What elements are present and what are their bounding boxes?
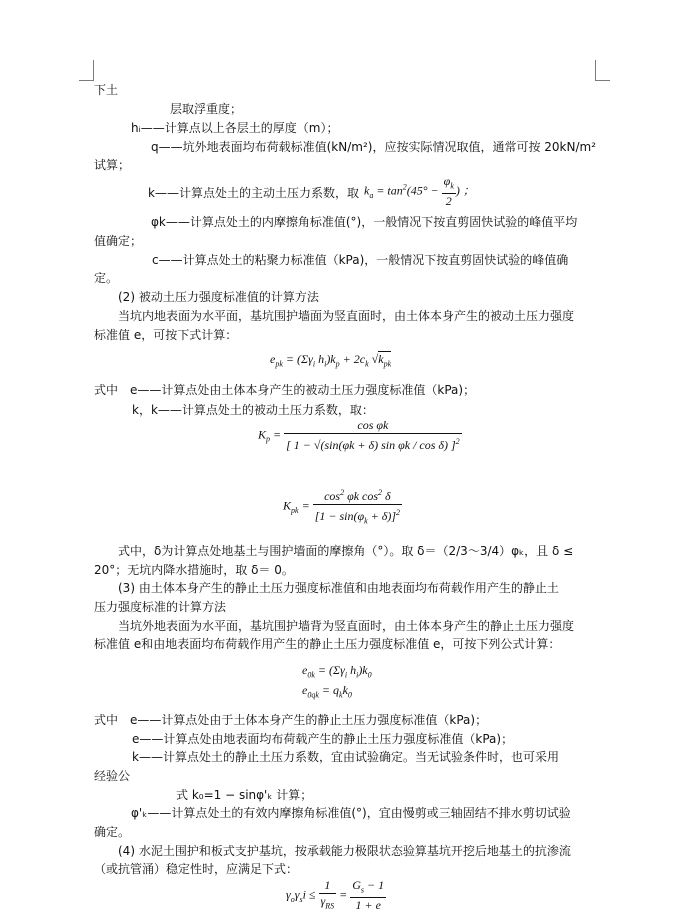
text-line: (3) 由土体本身产生的静止土压力强度标准值和由地表面均布荷载作用产生的静止土: [118, 581, 559, 595]
text-line: e——计算点处由地表面均布荷载产生的静止土压力强度标准值（kPa)；: [132, 732, 514, 746]
formula-e0k: $e_{0k} = (\Sigma\gamma_i$ $h_i)k_0$: [302, 663, 372, 680]
text-line: 层取浮重度；: [170, 102, 243, 116]
text-line: 当坑内地表面为水平面，基坑围护墙面为竖直面时，由土体本身产生的被动土压力强度: [118, 309, 575, 323]
text-line: 当坑外地表面为水平面，基坑围护墙背为竖直面时，由土体本身产生的静止土压力强度: [118, 619, 575, 633]
formula-e0qk: $e_{0qk} = q_kk_0$: [302, 683, 352, 700]
text-line: 试算；: [94, 158, 131, 172]
text-line: 式 k₀=1 − sinφ'ₖ 计算；: [176, 788, 313, 802]
text-line: 式中 e——计算点处由土体本身产生的被动土压力强度标准值（kPa)；: [94, 383, 476, 397]
text-line: 下土: [94, 83, 119, 97]
crop-mark-top-right: [595, 60, 610, 81]
text-line: k，k——计算点处土的被动土压力系数，取：: [132, 403, 374, 417]
text-line: k——计算点处土的主动土压力系数，取: [148, 186, 359, 200]
text-line: 经验公: [94, 769, 131, 783]
formula-kp: $K_p$ = $\frac{\text{cos φk}}{[ 1 - √(\sin(\varphi k + \delta) \sin \varphi k / \cos \delta) ]^2}$: [258, 418, 460, 452]
text-line: c——计算点处土的粘聚力标准值（kPa)，一般情况下按直剪固快试验的峰值确: [152, 253, 569, 267]
formula-kpk: $K_{pk}$ = $\frac{\cos^2 \varphi k \cos^2 \delta}{[1 - \sin(\varphi_k + \delta)]^2}$: [283, 485, 402, 528]
text-line: φ'ₖ——计算点处土的有效内摩擦角标准值(°)，宜由慢剪或三轴固结不排水剪切试验: [131, 806, 571, 820]
formula-seepage: $\gamma_o\gamma_si$ ≤ $\frac{1}{\gamma_{RS}}$ = $\frac{G_s - 1}{1 + e}$: [286, 878, 385, 913]
text-line: 压力强度标准的计算方法: [94, 600, 227, 614]
text-line: φk——计算点处土的内摩擦角标准值(°)，一般情况下按直剪固快试验的峰值平均: [151, 215, 578, 229]
text-line: (2) 被动土压力强度标准值的计算方法: [118, 290, 319, 304]
text-line: 式中，δ为计算点处地基土与围护墙面的摩擦角（°）。取 δ＝（2/3～3/4）φₖ，且 δ ≤: [118, 544, 574, 558]
text-line: （或抗管涌）稳定性时，应满足下式：: [94, 862, 299, 876]
text-line: k——计算点处土的静止土压力系数，宜由试验确定。当无试验条件时，也可采用: [132, 750, 559, 764]
text-line: (4) 水泥土围护和板式支护基坑，按承载能力极限状态验算基坑开挖后地基土的抗渗流: [118, 844, 571, 858]
crop-mark-top-left: [79, 60, 94, 81]
text-line: q——坑外地表面均布荷载标准值(kN/m²)，应按实际情况取值，通常可按 20kN/m²: [151, 140, 597, 154]
text-line: 标准值 e和由地表面均布荷载作用产生的静止土压力强度标准值 e，可按下列公式计算：: [94, 637, 561, 651]
text-line: 式中 e——计算点处由于土体本身产生的静止土压力强度标准值（kPa)；: [94, 713, 488, 727]
text-line: hᵢ——计算点以上各层土的厚度（m）；: [131, 121, 339, 135]
formula-ka: $k_a = \tan^2(45^\circ$ − $\frac{\varphi_k}{2}$ ) ；: [364, 174, 475, 209]
text-line: 确定。: [94, 825, 131, 839]
formula-epk: $e_{pk} = (\Sigma\gamma_i$ $h_i)k_p + 2c_k$ $√k_{pk}$: [270, 352, 392, 369]
text-line: 定。: [94, 271, 119, 285]
text-line: 20°；无坑内降水措施时，取 δ＝ 0。: [94, 563, 294, 577]
text-line: 值确定；: [94, 234, 143, 248]
text-line: 标准值 e，可按下式计算：: [94, 328, 238, 342]
